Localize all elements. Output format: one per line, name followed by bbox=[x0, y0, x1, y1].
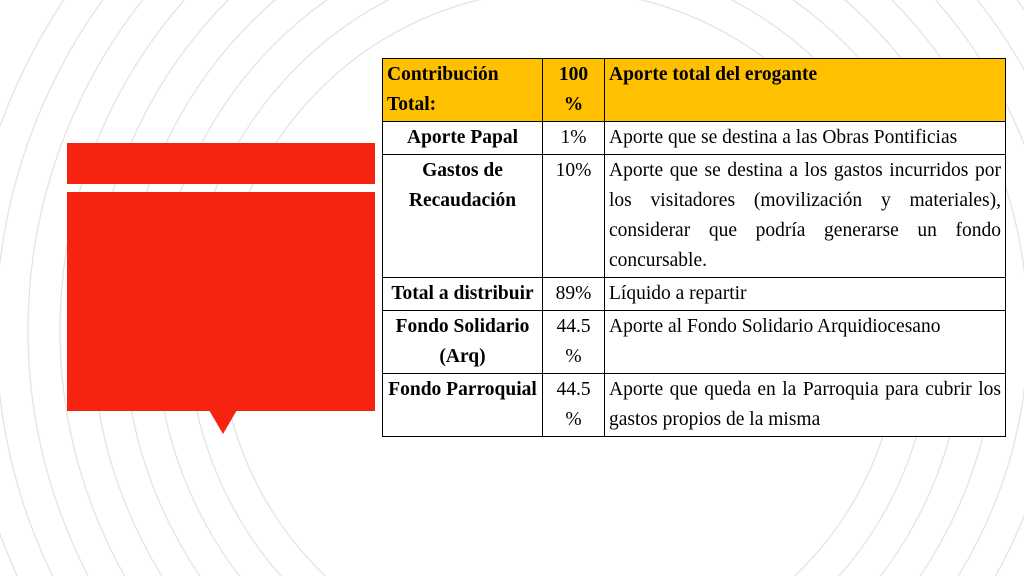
table-row bbox=[383, 122, 1006, 155]
row-description: Aporte que se destina a los gastos incurridos por los visitadores (movilización y materiales), considerar que podría generarse un fondo concursable. bbox=[605, 155, 1006, 278]
table-header-row bbox=[383, 59, 1006, 122]
row-percent: 89% bbox=[543, 278, 605, 311]
row-concept: Aporte Papal bbox=[383, 122, 543, 155]
row-percent: 44.5 % bbox=[543, 311, 605, 374]
row-description: Aporte al Fondo Solidario Arquidiocesano bbox=[605, 311, 1006, 374]
table-row bbox=[383, 311, 1006, 374]
row-percent: 44.5 % bbox=[543, 374, 605, 437]
table-row bbox=[383, 155, 1006, 278]
row-concept: Fondo Parroquial bbox=[383, 374, 543, 437]
row-concept: Fondo Solidario (Arq) bbox=[383, 311, 543, 374]
header-description: Aporte total del erogante bbox=[605, 59, 1006, 122]
row-percent: 1% bbox=[543, 122, 605, 155]
row-description: Aporte que se destina a las Obras Pontificias bbox=[605, 122, 1006, 155]
contribution-table bbox=[382, 58, 1006, 437]
table-row bbox=[383, 374, 1006, 437]
header-percent: 100 % bbox=[543, 59, 605, 122]
row-description: Aporte que queda en la Parroquia para cubrir los gastos propios de la misma bbox=[605, 374, 1006, 437]
decorative-callout-pointer bbox=[209, 410, 237, 434]
decorative-red-bar bbox=[67, 143, 375, 184]
table-row bbox=[383, 278, 1006, 311]
header-concept: Contribución Total: bbox=[383, 59, 543, 122]
row-description: Líquido a repartir bbox=[605, 278, 1006, 311]
row-concept: Gastos de Recaudación bbox=[383, 155, 543, 278]
decorative-red-callout bbox=[67, 192, 375, 411]
row-percent: 10% bbox=[543, 155, 605, 278]
row-concept: Total a distribuir bbox=[383, 278, 543, 311]
